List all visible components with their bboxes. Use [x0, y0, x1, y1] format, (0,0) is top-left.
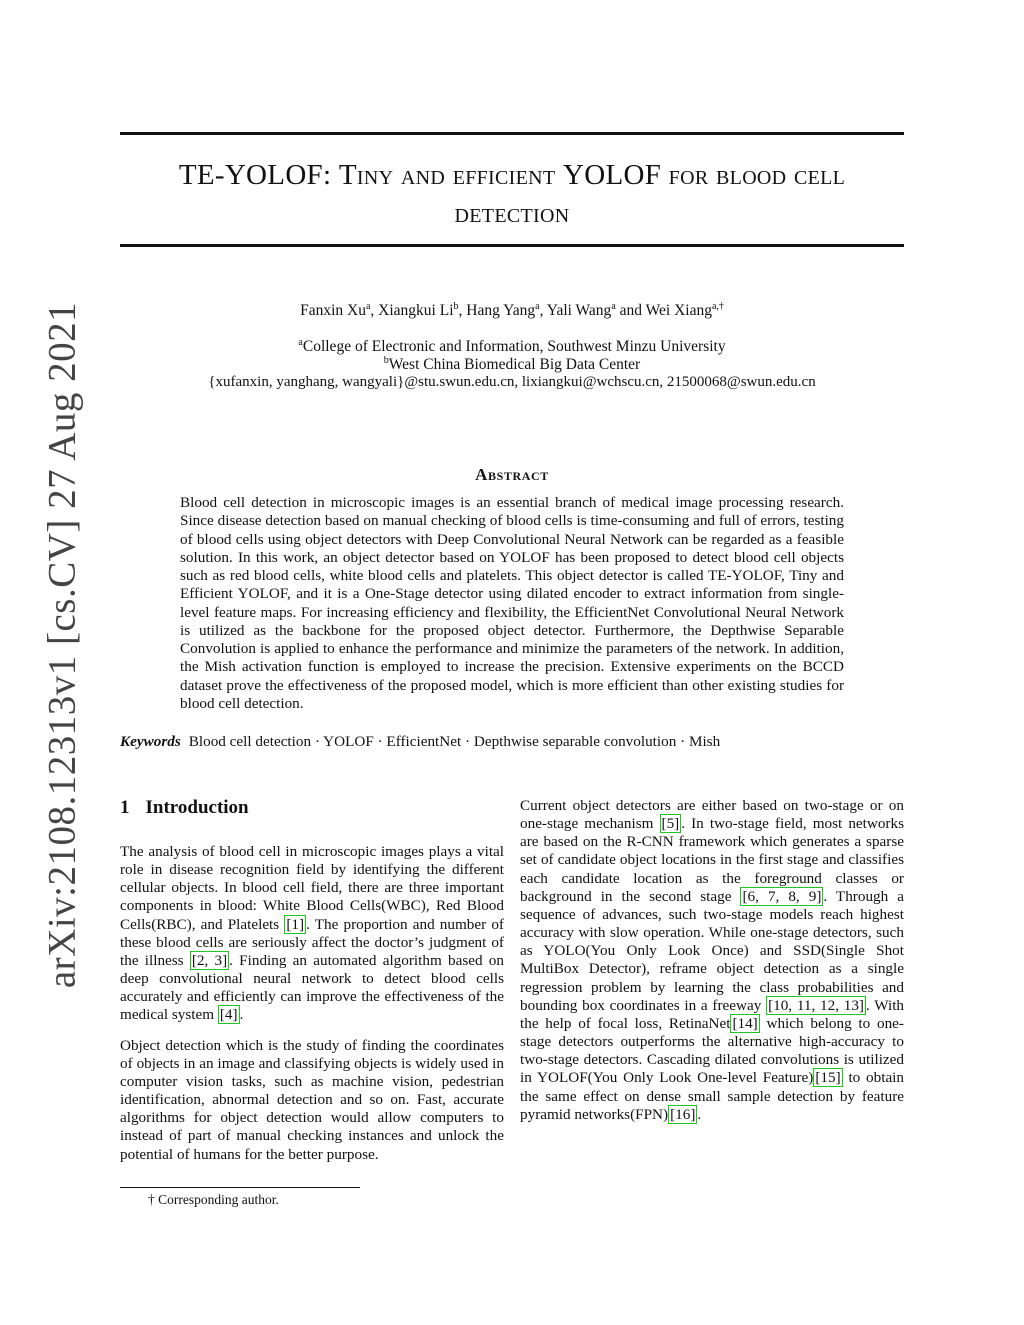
author-wang-affil: a	[611, 300, 616, 312]
section-number: 1	[120, 797, 130, 818]
intro-paragraph-1	[120, 843, 504, 1025]
affiliation-a-text: College of Electronic and Information, Southwest Minzu University	[302, 338, 726, 355]
intro-p3-text-a: Current object detectors are either based on two-stage or on one-stage mechanism	[520, 797, 904, 833]
footnote: † Corresponding author.	[148, 1192, 279, 1207]
intro-p3-text-c: . Through a sequence of advances, such two-stage models reach highest accuracy with slow operation. While one-stage detectors, such as YOLO(You Only Look Once) and SSD(Single Shot MultiBox Detector), reframe object detection as a single regression problem by learning the class probabilities and bounding box coordinates in a freeway	[520, 887, 904, 1014]
intro-p3-text-f: to obtain the same effect on dense small sample detection by feature pyramid networks(FPN)	[520, 1069, 904, 1123]
intro-p1-text-d: .	[239, 1006, 244, 1024]
title-part-4: for blood cell	[661, 159, 846, 191]
section-heading	[120, 797, 504, 819]
intro-p3-text-g: .	[697, 1105, 702, 1123]
section-title: Introduction	[145, 797, 249, 818]
author-li: , Xiangkui Li	[370, 302, 454, 319]
title-bottom-rule	[120, 244, 904, 247]
title-top-rule	[120, 132, 904, 135]
citation-link[interactable]: [5]	[661, 815, 680, 833]
author-xiang-affil: a,†	[711, 300, 724, 312]
intro-p3-text-b: . In two-stage field, most networks are based on the R-CNN framework which generates a sparse set of candidate object locations in the first stage and classifies each candidate location as the foreground classes or background in the second stage	[520, 815, 904, 905]
title-part-1: TE-YOLOF:	[178, 159, 339, 191]
citation-link[interactable]: [6, 7, 8, 9]	[742, 887, 822, 905]
arxiv-identifier: arXiv:2108.12313v1 [cs.CV] 27 Aug 2021	[40, 301, 84, 989]
affiliation-a	[120, 337, 904, 356]
intro-p1-text-b: . The proportion and number of these blood cells are seriously affect the doctor’s judgment of the illness	[120, 915, 504, 969]
title-part-5: detection	[454, 197, 570, 229]
paper-title	[120, 156, 904, 232]
affiliation-a-marker: a	[298, 336, 303, 348]
title-part-3: YOLOF	[562, 159, 662, 191]
author-emails: {xufanxin, yanghang, wangyali}@stu.swun.edu.cn, lixiangkui@wchscu.cn, 21500068@swun.edu.cn	[208, 374, 816, 390]
intro-p3-text-d: . With the help of focal loss, RetinaNet	[520, 996, 905, 1032]
intro-p1-text-a: The analysis of blood cell in microscopic images plays a vital role in disease recognition field by identifying the different cellular objects. In blood cell field, there are three important components in blood: White Blood Cells(WBC), Red Blood Cells(RBC), and Platelets	[120, 843, 504, 933]
intro-p1-text-c: . Finding an automated algorithm based on deep convolutional neural network to detect blood cells accurately and efficiently can improve the effectiveness of the medical system	[120, 951, 504, 1024]
author-yang-affil: a	[535, 300, 540, 312]
intro-p3-text-e: which belong to one-stage detectors outperforms the alternative high-accuracy to two-stage detectors. Cascading dilated convolutions is utilized in YOLOF(You Only Look One-level Feature)	[520, 1014, 904, 1087]
citation-link[interactable]: [1]	[286, 915, 305, 933]
right-column	[520, 797, 904, 1136]
author-list	[120, 301, 904, 320]
left-column	[120, 797, 504, 1176]
intro-paragraph-2: Object detection which is the study of finding the coordinates of objects in an image and classifying objects is widely used in computer vision tasks, such as machine vision, pedestrian identification, abnormal detection and so on. Fast, accurate algorithms for object detection would allow computers to instead of part of manual checking instances and unlock the potential of humans for the better purpose.	[120, 1036, 504, 1163]
citation-link[interactable]: [4]	[219, 1006, 238, 1024]
abstract-body: Blood cell detection in microscopic images is an essential branch of medical image processing research. Since disease detection based on manual checking of blood cells is time-consuming and full of errors, testing of blood cells using object detectors with Deep Convolutional Neural Network can be regarded as a feasible solution. In this work, an object detector based on YOLOF has been proposed to detect blood cell objects such as red blood cells, white blood cells and platelets. This object detector is called TE-YOLOF, Tiny and Efficient YOLOF, and it is a One-Stage detector using dilated encoder to extract information from single-level feature maps. For increasing efficiency and flexibility, the EfficientNet Convolutional Neural Network is utilized as the backbone for the proposed object detector. Furthermore, the Depthwise Separable Convolution is applied to enhance the performance and minimize the parameters of the network. In addition, the Mish activation function is employed to increase the precision. Extensive experiments on the BCCD dataset prove the effectiveness of the proposed model, which is more efficient than other existing studies for blood cell detection.	[180, 494, 844, 712]
citation-link[interactable]: [2, 3]	[191, 951, 228, 969]
author-xu-affil: a	[365, 300, 371, 312]
author-xu: Fanxin Xu	[300, 302, 366, 319]
author-xiang: and Wei Xiang	[615, 302, 712, 319]
citation-link[interactable]: [10, 11, 12, 13]	[768, 996, 864, 1014]
author-yang: , Hang Yang	[458, 302, 536, 319]
footnote-rule	[120, 1187, 360, 1188]
citation-link[interactable]: [14]	[732, 1014, 758, 1032]
author-li-affil: b	[453, 300, 459, 312]
affiliation-b-marker: b	[383, 354, 389, 366]
keywords-label: Keywords	[120, 733, 181, 750]
title-part-2: Tiny and efficient	[338, 159, 563, 191]
abstract-heading: Abstract	[475, 465, 549, 484]
citation-link[interactable]: [16]	[670, 1105, 696, 1123]
affiliation-b-text: West China Biomedical Big Data Center	[388, 356, 641, 373]
keywords-line	[120, 732, 904, 751]
author-wang: , Yali Wang	[539, 302, 612, 319]
keywords-list: Blood cell detection · YOLOF · EfficientNet · Depthwise separable convolution · Mish	[188, 733, 721, 750]
citation-link[interactable]: [15]	[815, 1069, 841, 1087]
affiliation-b	[120, 355, 904, 374]
intro-paragraph-3	[520, 797, 904, 1124]
